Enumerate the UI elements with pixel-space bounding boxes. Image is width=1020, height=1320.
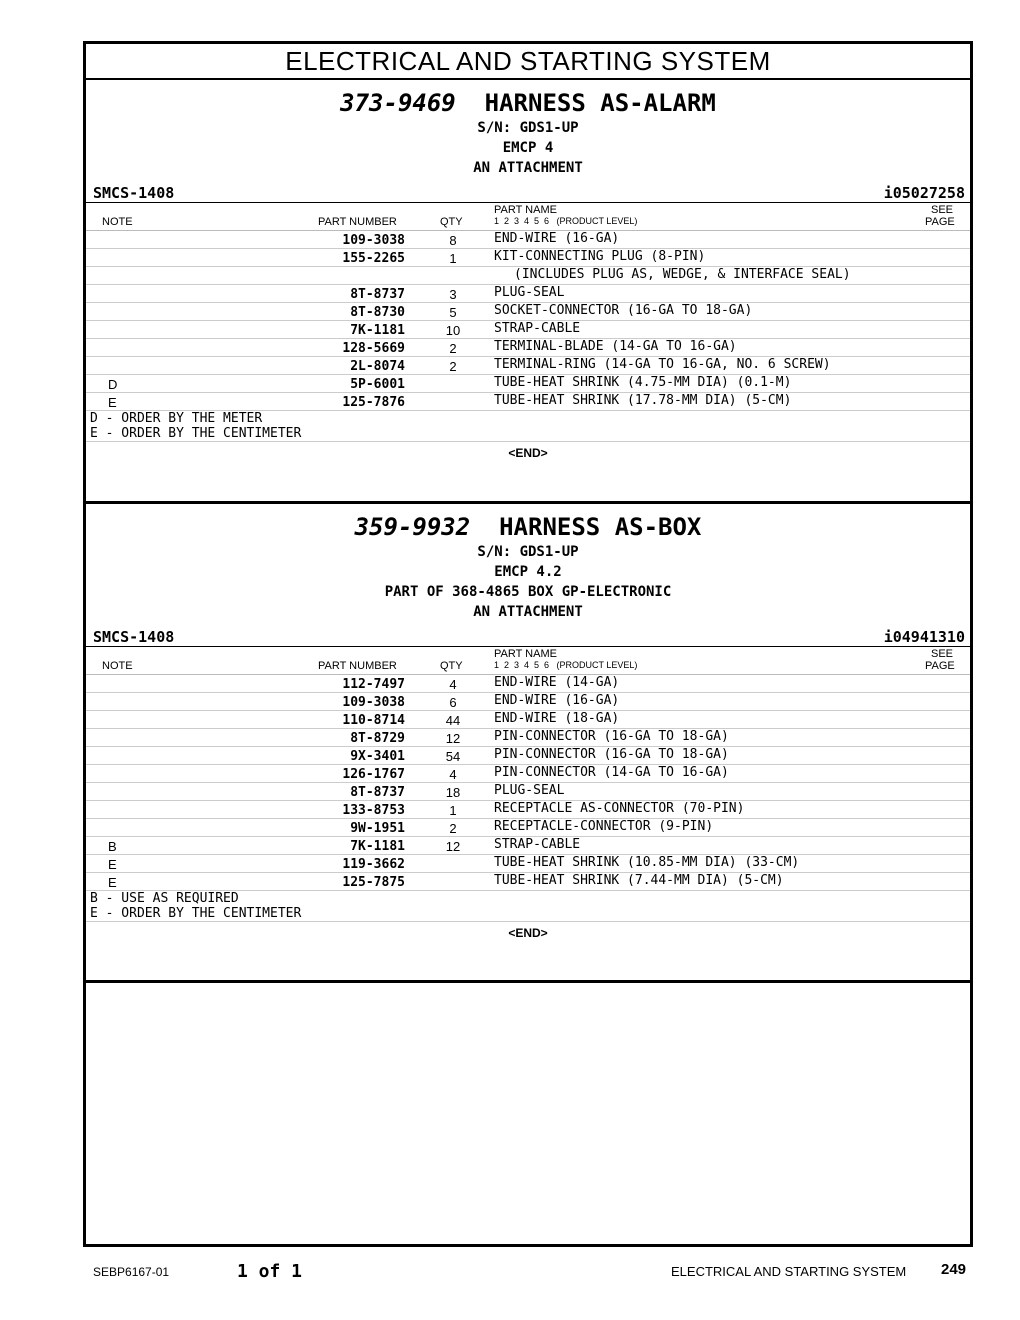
illustration-id: i05027258 bbox=[883, 184, 965, 202]
table-row bbox=[86, 321, 970, 339]
row-qty: 8 bbox=[449, 233, 457, 248]
row-part-number: 110-8714 bbox=[342, 713, 405, 728]
section-subline: AN ATTACHMENT bbox=[473, 604, 583, 620]
table-row bbox=[86, 873, 970, 891]
assembly-title: HARNESS AS-ALARM bbox=[484, 89, 716, 117]
row-part-number: 109-3038 bbox=[342, 233, 405, 248]
row-part-name: TERMINAL-RING (14-GA TO 16-GA, NO. 6 SCREW) bbox=[494, 357, 831, 372]
row-part-number: 155-2265 bbox=[342, 251, 405, 266]
row-qty: 2 bbox=[449, 359, 457, 374]
section-subline: AN ATTACHMENT bbox=[473, 160, 583, 176]
assembly-number: 359-9932 bbox=[354, 513, 471, 541]
table-row bbox=[86, 303, 970, 321]
row-part-name: RECEPTACLE-CONNECTOR (9-PIN) bbox=[494, 819, 714, 834]
row-part-number: 7K-1181 bbox=[350, 323, 405, 338]
row-qty: 2 bbox=[449, 341, 457, 356]
section-title bbox=[86, 88, 970, 118]
row-qty: 3 bbox=[449, 287, 457, 302]
see-header: SEE bbox=[931, 204, 954, 216]
row-part-number: 5P-6001 bbox=[350, 377, 405, 392]
row-part-number: 125-7875 bbox=[342, 875, 405, 890]
part-number-header: PART NUMBER bbox=[318, 660, 397, 672]
table-row bbox=[86, 393, 970, 411]
row-part-name: END-WIRE (16-GA) bbox=[494, 693, 620, 708]
row-part-number: 9X-3401 bbox=[350, 749, 405, 764]
table-row bbox=[86, 249, 970, 267]
row-part-number: 2L-8074 bbox=[350, 359, 405, 374]
row-qty: 10 bbox=[445, 323, 461, 338]
row-part-number: 7K-1181 bbox=[350, 839, 405, 854]
table-row bbox=[86, 783, 970, 801]
section-footnotes bbox=[86, 891, 970, 922]
qty-header: QTY bbox=[440, 216, 463, 228]
footnote: E - ORDER BY THE CENTIMETER bbox=[90, 426, 302, 441]
row-part-name: TUBE-HEAT SHRINK (17.78-MM DIA) (5-CM) bbox=[494, 393, 792, 408]
parts-section bbox=[86, 504, 970, 983]
table-row bbox=[86, 747, 970, 765]
table-row bbox=[86, 819, 970, 837]
section-heading bbox=[86, 80, 970, 178]
row-part-name: RECEPTACLE AS-CONNECTOR (70-PIN) bbox=[494, 801, 745, 816]
row-qty: 12 bbox=[445, 731, 461, 746]
row-part-name: (INCLUDES PLUG AS, WEDGE, & INTERFACE SEAL) bbox=[514, 267, 851, 282]
row-note: B bbox=[108, 839, 117, 854]
footer-section-name: ELECTRICAL AND STARTING SYSTEM bbox=[671, 1264, 907, 1279]
table-row bbox=[86, 357, 970, 375]
note-header: NOTE bbox=[102, 216, 133, 228]
table-row bbox=[86, 231, 970, 249]
row-part-name: STRAP-CABLE bbox=[494, 321, 581, 336]
table-row bbox=[86, 339, 970, 357]
row-note: E bbox=[108, 857, 117, 872]
section-heading bbox=[86, 504, 970, 622]
row-qty: 6 bbox=[449, 695, 457, 710]
assembly-number: 373-9469 bbox=[340, 89, 456, 117]
section-footnotes bbox=[86, 411, 970, 442]
smcs-row bbox=[86, 184, 970, 203]
footnote: B - USE AS REQUIRED bbox=[90, 891, 239, 906]
row-part-name: SOCKET-CONNECTOR (16-GA TO 18-GA) bbox=[494, 303, 753, 318]
row-qty: 4 bbox=[449, 767, 457, 782]
row-part-name: PIN-CONNECTOR (16-GA TO 18-GA) bbox=[494, 747, 729, 762]
product-level-header: 1 2 3 4 5 6 (PRODUCT LEVEL) bbox=[494, 660, 638, 670]
column-header-row bbox=[86, 647, 970, 675]
row-part-number: 128-5669 bbox=[342, 341, 405, 356]
section-subline: S/N: GDS1-UP bbox=[477, 120, 579, 136]
smcs-code: SMCS-1408 bbox=[93, 628, 175, 646]
page-frame bbox=[83, 41, 973, 1247]
row-part-name: KIT-CONNECTING PLUG (8-PIN) bbox=[494, 249, 706, 264]
row-part-number: 126-1767 bbox=[342, 767, 405, 782]
row-part-name: STRAP-CABLE bbox=[494, 837, 581, 852]
page-number: 249 bbox=[941, 1261, 967, 1278]
row-part-name: TERMINAL-BLADE (14-GA TO 16-GA) bbox=[494, 339, 737, 354]
page-footer bbox=[0, 1258, 1020, 1288]
section-subline: S/N: GDS1-UP bbox=[477, 544, 579, 560]
parts-section bbox=[86, 80, 970, 504]
row-part-name: TUBE-HEAT SHRINK (7.44-MM DIA) (5-CM) bbox=[494, 873, 784, 888]
table-row bbox=[86, 375, 970, 393]
row-qty: 1 bbox=[449, 251, 457, 266]
row-note: E bbox=[108, 875, 117, 890]
product-level-header: 1 2 3 4 5 6 (PRODUCT LEVEL) bbox=[494, 216, 638, 226]
table-row bbox=[86, 765, 970, 783]
table-row bbox=[86, 285, 970, 303]
row-part-number: 109-3038 bbox=[342, 695, 405, 710]
section-subline: EMCP 4 bbox=[502, 140, 554, 156]
page-of: 1 of 1 bbox=[237, 1261, 303, 1282]
table-row bbox=[86, 675, 970, 693]
row-part-name: TUBE-HEAT SHRINK (4.75-MM DIA) (0.1-M) bbox=[494, 375, 792, 390]
column-header-row bbox=[86, 203, 970, 231]
table-row bbox=[86, 801, 970, 819]
row-part-name: END-WIRE (14-GA) bbox=[494, 675, 620, 690]
part-name-header: PART NAME bbox=[494, 204, 557, 216]
row-part-name: TUBE-HEAT SHRINK (10.85-MM DIA) (33-CM) bbox=[494, 855, 800, 870]
row-part-number: 133-8753 bbox=[342, 803, 405, 818]
row-part-name: PIN-CONNECTOR (14-GA TO 16-GA) bbox=[494, 765, 729, 780]
part-number-header: PART NUMBER bbox=[318, 216, 397, 228]
row-part-number: 112-7497 bbox=[342, 677, 405, 692]
section-title bbox=[86, 512, 970, 542]
row-qty: 18 bbox=[445, 785, 461, 800]
row-part-name: END-WIRE (16-GA) bbox=[494, 231, 620, 246]
table-row bbox=[86, 855, 970, 873]
row-qty: 4 bbox=[449, 677, 457, 692]
row-qty: 12 bbox=[445, 839, 461, 854]
section-subline: EMCP 4.2 bbox=[494, 564, 562, 580]
table-row bbox=[86, 693, 970, 711]
section-subline: PART OF 368-4865 BOX GP-ELECTRONIC bbox=[384, 584, 672, 600]
row-part-number: 8T-8737 bbox=[350, 785, 405, 800]
see-header: SEE bbox=[931, 648, 954, 660]
end-marker: <END> bbox=[508, 446, 548, 460]
page-header: PAGE bbox=[925, 660, 955, 672]
row-note: E bbox=[108, 395, 117, 410]
row-part-number: 9W-1951 bbox=[350, 821, 405, 836]
row-qty: 2 bbox=[449, 821, 457, 836]
smcs-code: SMCS-1408 bbox=[93, 184, 175, 202]
row-note: D bbox=[108, 377, 118, 392]
table-row bbox=[86, 729, 970, 747]
row-part-name: END-WIRE (18-GA) bbox=[494, 711, 620, 726]
note-header: NOTE bbox=[102, 660, 133, 672]
page-title: ELECTRICAL AND STARTING SYSTEM bbox=[86, 44, 970, 80]
row-part-number: 119-3662 bbox=[342, 857, 405, 872]
row-qty: 54 bbox=[445, 749, 461, 764]
row-qty: 5 bbox=[449, 305, 457, 320]
footnote: D - ORDER BY THE METER bbox=[90, 411, 263, 426]
doc-id: SEBP6167-01 bbox=[93, 1265, 170, 1279]
part-name-header: PART NAME bbox=[494, 648, 557, 660]
footnote: E - ORDER BY THE CENTIMETER bbox=[90, 906, 302, 921]
row-part-name: PLUG-SEAL bbox=[494, 783, 565, 798]
row-part-name: PIN-CONNECTOR (16-GA TO 18-GA) bbox=[494, 729, 729, 744]
row-qty: 1 bbox=[449, 803, 457, 818]
end-marker: <END> bbox=[508, 926, 548, 940]
table-row bbox=[86, 711, 970, 729]
smcs-row bbox=[86, 628, 970, 647]
table-row bbox=[86, 837, 970, 855]
assembly-title: HARNESS AS-BOX bbox=[499, 513, 702, 541]
page-header: PAGE bbox=[925, 216, 955, 228]
row-part-name: PLUG-SEAL bbox=[494, 285, 565, 300]
illustration-id: i04941310 bbox=[883, 628, 965, 646]
qty-header: QTY bbox=[440, 660, 463, 672]
row-part-number: 125-7876 bbox=[342, 395, 405, 410]
row-part-number: 8T-8737 bbox=[350, 287, 405, 302]
table-row bbox=[86, 267, 970, 285]
row-part-number: 8T-8730 bbox=[350, 305, 405, 320]
row-qty: 44 bbox=[445, 713, 461, 728]
row-part-number: 8T-8729 bbox=[350, 731, 405, 746]
